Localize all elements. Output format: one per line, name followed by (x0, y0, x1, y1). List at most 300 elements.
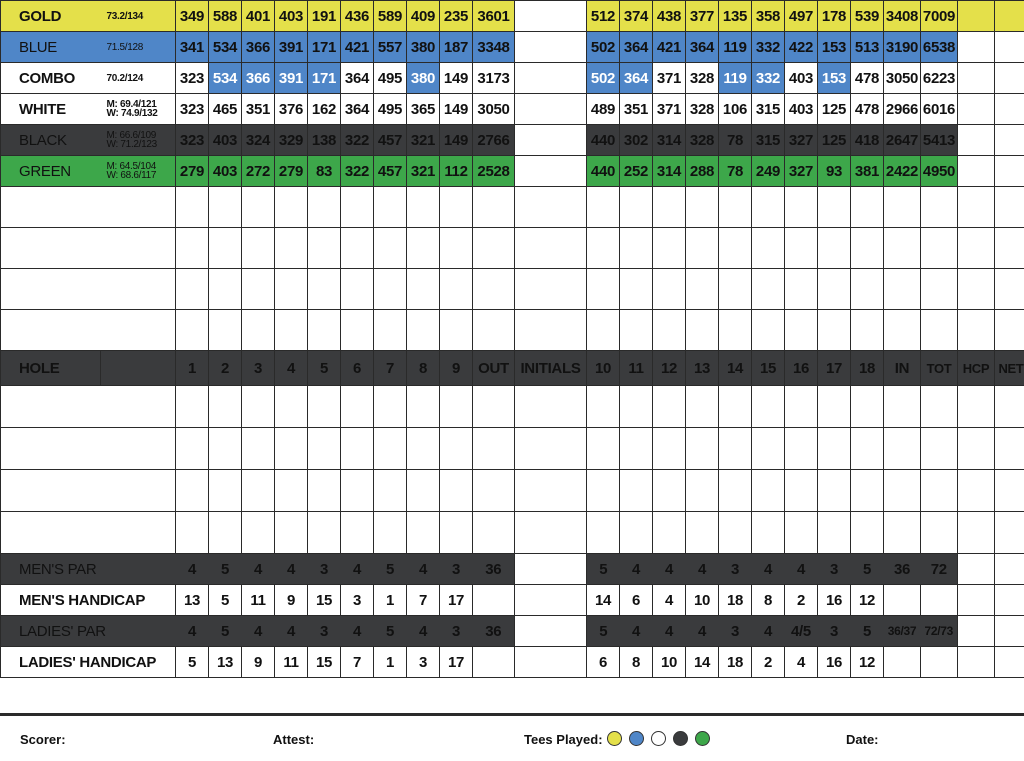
score-cell[interactable] (275, 187, 308, 228)
yardage: 512 (587, 1, 620, 32)
score-cell[interactable] (407, 187, 440, 228)
score-cell[interactable] (341, 228, 374, 269)
yardage: 78 (719, 156, 752, 187)
score-cell[interactable] (921, 187, 958, 228)
yardage: 149 (440, 125, 473, 156)
in-total: 2647 (884, 125, 921, 156)
par-value: 4 (341, 616, 374, 647)
score-cell[interactable] (653, 310, 686, 351)
hole-label: HOLE (1, 351, 101, 386)
total-yardage: 6223 (921, 63, 958, 94)
score-cell[interactable] (719, 386, 752, 428)
score-cell[interactable] (587, 269, 620, 310)
handicap-value: 11 (242, 585, 275, 616)
handicap-value: 7 (407, 585, 440, 616)
par-value: 4 (785, 554, 818, 585)
initials-cell[interactable] (515, 63, 587, 94)
score-cell[interactable] (851, 228, 884, 269)
score-cell[interactable] (851, 428, 884, 470)
score-cell[interactable] (995, 310, 1024, 351)
score-cell[interactable] (785, 187, 818, 228)
score-cell[interactable] (341, 269, 374, 310)
score-cell[interactable] (374, 310, 407, 351)
score-cell[interactable] (275, 228, 308, 269)
score-cell[interactable] (653, 512, 686, 554)
yardage: 403 (209, 125, 242, 156)
score-cell[interactable] (209, 269, 242, 310)
initials-cell[interactable] (515, 32, 587, 63)
score-cell[interactable] (884, 428, 921, 470)
score-cell[interactable] (921, 228, 958, 269)
yardage: 153 (818, 32, 851, 63)
score-cell[interactable] (958, 386, 995, 428)
score-cell[interactable] (785, 428, 818, 470)
hole-number: 13 (686, 351, 719, 386)
score-cell[interactable] (995, 428, 1024, 470)
yardage: 171 (308, 63, 341, 94)
yardage: 376 (275, 94, 308, 125)
score-cell[interactable] (785, 386, 818, 428)
in-cell (884, 585, 921, 616)
score-cell[interactable] (209, 428, 242, 470)
score-cell[interactable] (587, 470, 620, 512)
score-cell[interactable] (209, 228, 242, 269)
score-cell[interactable] (653, 228, 686, 269)
score-cell[interactable] (785, 470, 818, 512)
score-cell[interactable] (341, 512, 374, 554)
score-cell[interactable] (374, 512, 407, 554)
score-cell[interactable] (515, 228, 587, 269)
score-cell[interactable] (242, 512, 275, 554)
player-name-cell[interactable] (1, 187, 176, 228)
yardage: 478 (851, 63, 884, 94)
score-cell[interactable] (921, 386, 958, 428)
score-cell[interactable] (653, 269, 686, 310)
score-cell[interactable] (374, 386, 407, 428)
score-cell[interactable] (818, 386, 851, 428)
score-cell[interactable] (785, 228, 818, 269)
score-cell[interactable] (242, 428, 275, 470)
yardage: 323 (176, 94, 209, 125)
score-cell[interactable] (995, 386, 1024, 428)
score-cell[interactable] (620, 187, 653, 228)
score-cell[interactable] (958, 228, 995, 269)
score-cell[interactable] (719, 269, 752, 310)
score-cell[interactable] (620, 512, 653, 554)
yardage: 191 (308, 1, 341, 32)
score-cell[interactable] (752, 269, 785, 310)
score-cell[interactable] (515, 386, 587, 428)
score-cell[interactable] (686, 228, 719, 269)
out-total: 2766 (473, 125, 515, 156)
score-cell[interactable] (473, 428, 515, 470)
score-cell[interactable] (851, 512, 884, 554)
score-cell[interactable] (374, 228, 407, 269)
score-cell[interactable] (242, 470, 275, 512)
tee-dot-green[interactable] (695, 731, 710, 746)
score-cell[interactable] (752, 187, 785, 228)
in-total: 2966 (884, 94, 921, 125)
score-cell[interactable] (176, 228, 209, 269)
score-cell[interactable] (473, 386, 515, 428)
score-cell[interactable] (995, 512, 1024, 554)
score-cell[interactable] (752, 228, 785, 269)
out-total: 3348 (473, 32, 515, 63)
score-cell[interactable] (785, 512, 818, 554)
score-cell[interactable] (407, 470, 440, 512)
tee-dot-black[interactable] (673, 731, 688, 746)
tee-dot-blue[interactable] (629, 731, 644, 746)
initials-cell[interactable] (515, 585, 587, 616)
tee-dot-white[interactable] (651, 731, 666, 746)
score-cell[interactable] (341, 187, 374, 228)
score-cell[interactable] (884, 386, 921, 428)
score-cell[interactable] (209, 187, 242, 228)
score-cell[interactable] (995, 187, 1024, 228)
yardage: 328 (686, 125, 719, 156)
score-cell[interactable] (851, 269, 884, 310)
player-name-cell[interactable] (1, 428, 176, 470)
tee-name: BLACK (1, 125, 101, 156)
par-value: 4 (686, 554, 719, 585)
hole-header-row (1, 351, 1024, 386)
yardage: 436 (341, 1, 374, 32)
score-cell[interactable] (275, 512, 308, 554)
score-cell[interactable] (440, 428, 473, 470)
score-cell[interactable] (176, 310, 209, 351)
handicap-value: 1 (374, 647, 407, 678)
par-in: 36/37 (884, 616, 921, 647)
score-cell[interactable] (209, 470, 242, 512)
score-cell[interactable] (995, 470, 1024, 512)
score-cell[interactable] (473, 310, 515, 351)
score-cell[interactable] (958, 470, 995, 512)
score-cell[interactable] (515, 187, 587, 228)
score-cell[interactable] (374, 269, 407, 310)
score-cell[interactable] (374, 187, 407, 228)
score-cell[interactable] (818, 428, 851, 470)
hole-number: 5 (308, 351, 341, 386)
initials-cell[interactable] (515, 94, 587, 125)
score-cell[interactable] (473, 470, 515, 512)
score-cell[interactable] (818, 310, 851, 351)
handicap-value: 8 (620, 647, 653, 678)
score-cell[interactable] (209, 386, 242, 428)
score-cell[interactable] (719, 512, 752, 554)
score-cell[interactable] (242, 310, 275, 351)
yardage: 403 (209, 156, 242, 187)
score-cell[interactable] (958, 269, 995, 310)
score-cell[interactable] (374, 470, 407, 512)
score-cell[interactable] (440, 386, 473, 428)
score-rows-lower (1, 386, 1024, 554)
score-cell[interactable] (209, 512, 242, 554)
score-cell[interactable] (515, 310, 587, 351)
score-cell[interactable] (587, 512, 620, 554)
yardage: 314 (653, 156, 686, 187)
score-cell[interactable] (653, 187, 686, 228)
yardage: 327 (785, 156, 818, 187)
yardage: 440 (587, 125, 620, 156)
score-cell[interactable] (440, 310, 473, 351)
score-cell[interactable] (719, 228, 752, 269)
handicap-value: 17 (440, 647, 473, 678)
par-value: 3 (308, 554, 341, 585)
score-cell[interactable] (686, 310, 719, 351)
score-cell[interactable] (341, 470, 374, 512)
score-cell[interactable] (242, 228, 275, 269)
score-cell[interactable] (374, 428, 407, 470)
yardage: 403 (785, 94, 818, 125)
yardage: 288 (686, 156, 719, 187)
hcp-cell (958, 156, 995, 187)
in-total: 2422 (884, 156, 921, 187)
yardage: 323 (176, 125, 209, 156)
score-cell[interactable] (242, 187, 275, 228)
score-cell[interactable] (440, 269, 473, 310)
score-cell[interactable] (242, 386, 275, 428)
yardage: 534 (209, 32, 242, 63)
score-cell[interactable] (686, 187, 719, 228)
score-cell[interactable] (818, 512, 851, 554)
net-cell (995, 63, 1024, 94)
score-cell[interactable] (407, 269, 440, 310)
score-cell[interactable] (921, 269, 958, 310)
handicap-value: 18 (719, 647, 752, 678)
hcp-cell (958, 616, 995, 647)
score-cell[interactable] (884, 187, 921, 228)
score-cell[interactable] (884, 269, 921, 310)
yardage: 380 (407, 32, 440, 63)
score-cell[interactable] (851, 470, 884, 512)
score-entry-row (1, 269, 1024, 310)
net-header: NET (995, 351, 1024, 386)
score-cell[interactable] (653, 470, 686, 512)
initials-cell[interactable] (515, 554, 587, 585)
yardage: 421 (341, 32, 374, 63)
player-name-cell[interactable] (1, 470, 176, 512)
player-name-cell[interactable] (1, 512, 176, 554)
score-cell[interactable] (958, 187, 995, 228)
score-cell[interactable] (473, 269, 515, 310)
score-cell[interactable] (407, 428, 440, 470)
spacer (101, 351, 176, 386)
score-cell[interactable] (752, 310, 785, 351)
hcp-cell (958, 585, 995, 616)
score-cell[interactable] (818, 228, 851, 269)
score-cell[interactable] (515, 470, 587, 512)
yardage: 125 (818, 125, 851, 156)
score-cell[interactable] (176, 470, 209, 512)
score-cell[interactable] (958, 512, 995, 554)
score-cell[interactable] (242, 269, 275, 310)
score-cell[interactable] (308, 228, 341, 269)
player-name-cell[interactable] (1, 310, 176, 351)
score-cell[interactable] (884, 470, 921, 512)
score-cell[interactable] (884, 512, 921, 554)
yardage: 328 (686, 94, 719, 125)
score-cell[interactable] (176, 269, 209, 310)
hole-number: 7 (374, 351, 407, 386)
score-cell[interactable] (341, 310, 374, 351)
score-cell[interactable] (818, 269, 851, 310)
score-cell[interactable] (515, 269, 587, 310)
yardage: 465 (209, 94, 242, 125)
handicap-value: 16 (818, 647, 851, 678)
hole-number: 15 (752, 351, 785, 386)
net-cell (995, 156, 1024, 187)
score-cell[interactable] (995, 269, 1024, 310)
handicap-value: 12 (851, 647, 884, 678)
score-cell[interactable] (473, 187, 515, 228)
score-cell[interactable] (275, 386, 308, 428)
player-name-cell[interactable] (1, 269, 176, 310)
score-cell[interactable] (719, 187, 752, 228)
initials-cell[interactable] (515, 647, 587, 678)
par-value: 4/5 (785, 616, 818, 647)
score-cell[interactable] (686, 386, 719, 428)
score-cell[interactable] (686, 269, 719, 310)
tee-dot-gold[interactable] (607, 731, 622, 746)
score-cell[interactable] (407, 310, 440, 351)
score-cell[interactable] (851, 310, 884, 351)
score-cell[interactable] (440, 228, 473, 269)
scorecard-footer (0, 713, 1024, 761)
score-cell[interactable] (958, 428, 995, 470)
yardage: 235 (440, 1, 473, 32)
score-cell[interactable] (308, 428, 341, 470)
score-cell[interactable] (341, 428, 374, 470)
score-cell[interactable] (851, 386, 884, 428)
score-cell[interactable] (719, 428, 752, 470)
score-cell[interactable] (921, 470, 958, 512)
score-cell[interactable] (884, 310, 921, 351)
score-cell[interactable] (686, 512, 719, 554)
player-name-cell[interactable] (1, 386, 176, 428)
score-cell[interactable] (473, 512, 515, 554)
score-cell[interactable] (407, 386, 440, 428)
tee-rating: M: 69.4/121 W: 74.9/132 (101, 94, 176, 125)
initials-cell[interactable] (515, 616, 587, 647)
score-cell[interactable] (176, 386, 209, 428)
par-value: 5 (587, 616, 620, 647)
score-cell[interactable] (587, 386, 620, 428)
score-cell[interactable] (752, 386, 785, 428)
score-cell[interactable] (275, 470, 308, 512)
score-cell[interactable] (587, 228, 620, 269)
yardage: 187 (440, 32, 473, 63)
yardage: 539 (851, 1, 884, 32)
score-cell[interactable] (407, 512, 440, 554)
score-cell[interactable] (818, 187, 851, 228)
score-cell[interactable] (958, 310, 995, 351)
player-name-cell[interactable] (1, 228, 176, 269)
score-cell[interactable] (308, 310, 341, 351)
score-cell[interactable] (308, 512, 341, 554)
score-cell[interactable] (176, 428, 209, 470)
score-cell[interactable] (620, 228, 653, 269)
date-label: Date: (846, 732, 879, 747)
score-cell[interactable] (851, 187, 884, 228)
score-cell[interactable] (275, 428, 308, 470)
par-value: 4 (752, 616, 785, 647)
score-cell[interactable] (620, 310, 653, 351)
score-cell[interactable] (176, 187, 209, 228)
yardage: 403 (275, 1, 308, 32)
score-cell[interactable] (473, 228, 515, 269)
net-cell (995, 94, 1024, 125)
initials-cell[interactable] (515, 1, 587, 32)
score-cell[interactable] (440, 470, 473, 512)
handicap-value: 3 (407, 647, 440, 678)
score-cell[interactable] (785, 310, 818, 351)
score-cell[interactable] (209, 310, 242, 351)
score-cell[interactable] (884, 228, 921, 269)
score-cell[interactable] (921, 512, 958, 554)
yardage: 279 (176, 156, 209, 187)
initials-cell[interactable] (515, 125, 587, 156)
par-value: 4 (176, 554, 209, 585)
score-cell[interactable] (440, 512, 473, 554)
score-cell[interactable] (308, 269, 341, 310)
score-cell[interactable] (515, 428, 587, 470)
score-cell[interactable] (275, 310, 308, 351)
yardage: 401 (242, 1, 275, 32)
yardage: 534 (209, 63, 242, 94)
score-cell[interactable] (440, 187, 473, 228)
score-cell[interactable] (407, 228, 440, 269)
score-cell[interactable] (176, 512, 209, 554)
score-cell[interactable] (620, 428, 653, 470)
score-cell[interactable] (620, 269, 653, 310)
score-cell[interactable] (620, 470, 653, 512)
score-cell[interactable] (995, 228, 1024, 269)
score-cell[interactable] (921, 428, 958, 470)
score-cell[interactable] (818, 470, 851, 512)
score-cell[interactable] (686, 428, 719, 470)
score-cell[interactable] (275, 269, 308, 310)
score-cell[interactable] (620, 386, 653, 428)
score-cell[interactable] (308, 386, 341, 428)
score-cell[interactable] (587, 187, 620, 228)
score-cell[interactable] (587, 428, 620, 470)
score-cell[interactable] (752, 428, 785, 470)
score-cell[interactable] (752, 470, 785, 512)
yardage: 332 (752, 63, 785, 94)
yardage: 321 (407, 156, 440, 187)
score-cell[interactable] (921, 310, 958, 351)
par-value: 4 (686, 616, 719, 647)
score-cell[interactable] (653, 386, 686, 428)
out-total: 3173 (473, 63, 515, 94)
score-cell[interactable] (587, 310, 620, 351)
score-cell[interactable] (308, 470, 341, 512)
score-cell[interactable] (653, 428, 686, 470)
score-cell[interactable] (308, 187, 341, 228)
hcp-cell (958, 1, 995, 32)
handicap-value: 10 (686, 585, 719, 616)
score-cell[interactable] (515, 512, 587, 554)
score-cell[interactable] (719, 470, 752, 512)
score-cell[interactable] (752, 512, 785, 554)
yardage: 341 (176, 32, 209, 63)
yardage: 279 (275, 156, 308, 187)
score-cell[interactable] (785, 269, 818, 310)
score-cell[interactable] (686, 470, 719, 512)
score-cell[interactable] (341, 386, 374, 428)
initials-cell[interactable] (515, 156, 587, 187)
score-cell[interactable] (719, 310, 752, 351)
